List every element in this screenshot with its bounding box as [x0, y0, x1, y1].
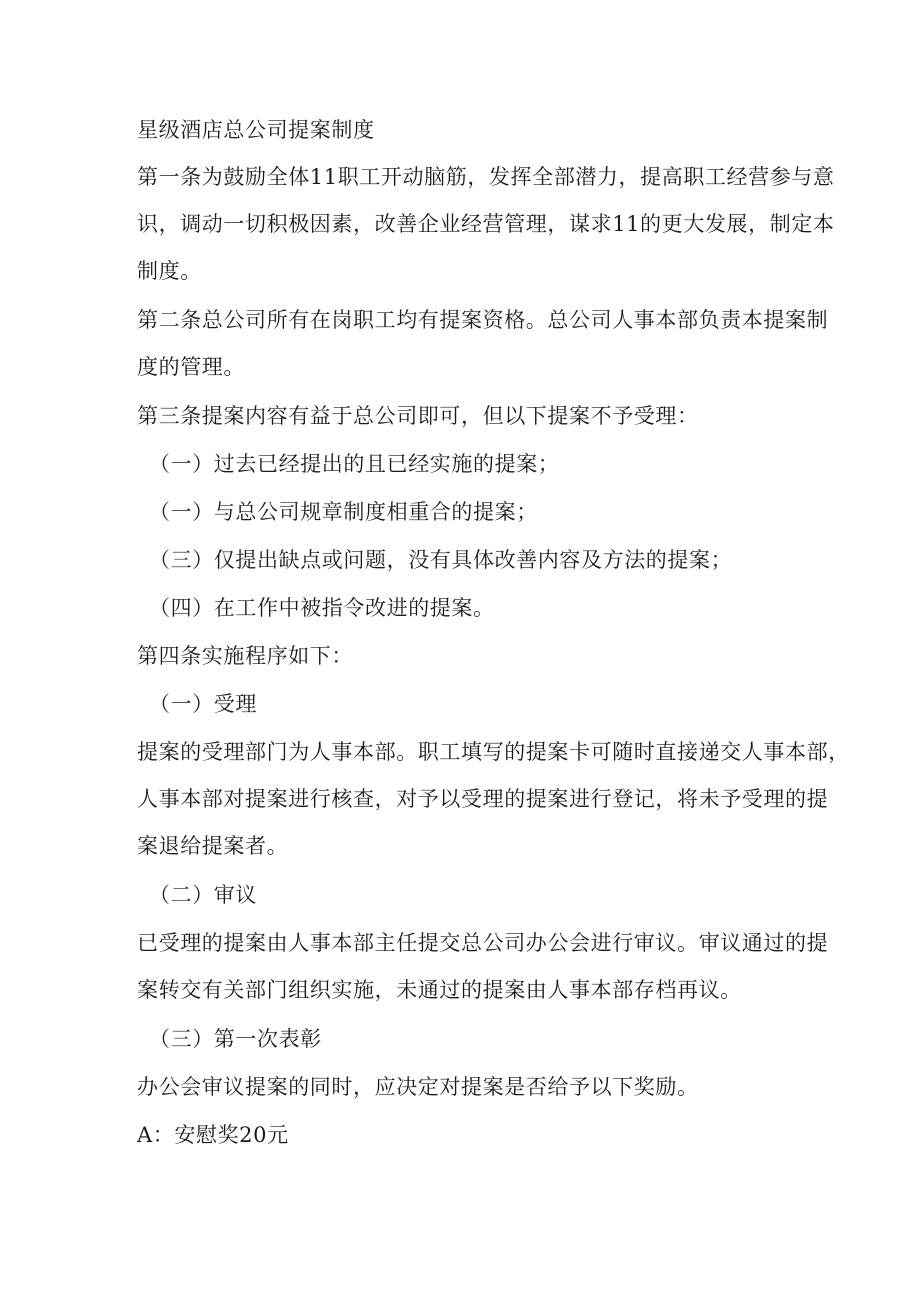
- step-1-text-line-2: 人事本部对提案进行核查，对予以受理的提案进行登记，将未予受理的提: [137, 787, 829, 811]
- article-1-line-3: 制度。: [137, 259, 202, 283]
- step-2-text-line-2: 案转交有关部门组织实施，未通过的提案由人事本部存档再议。: [137, 978, 742, 1002]
- step-2-text-line-1: 已受理的提案由人事本部主任提交总公司办公会进行审议。审议通过的提: [137, 931, 829, 955]
- article-3-item-1: （一）过去已经提出的且已经实施的提案；: [149, 452, 560, 476]
- step-1-text-line-1: 提案的受理部门为人事本部。职工填写的提案卡可随时直接递交人事本部，: [137, 740, 850, 764]
- article-4-heading: 第四条实施程序如下：: [137, 644, 353, 668]
- article-2-line-2: 度的管理。: [137, 355, 245, 379]
- step-2-heading: （二）审议: [149, 883, 257, 907]
- article-1-line-1: 第一条为鼓励全体11职工开动脑筋，发挥全部潜力，提高职工经营参与意: [137, 165, 835, 189]
- article-2-line-1: 第二条总公司所有在岗职工均有提案资格。总公司人事本部负责本提案制: [137, 308, 829, 332]
- article-3-item-2: （一）与总公司规章制度相重合的提案；: [149, 500, 538, 524]
- award-a-line: A：安慰奖20元: [137, 1123, 289, 1147]
- article-3-item-3: （三）仅提出缺点或问题，没有具体改善内容及方法的提案；: [149, 548, 733, 572]
- article-3-line-1: 第三条提案内容有益于总公司即可，但以下提案不予受理：: [137, 404, 699, 428]
- article-1-line-2: 识，调动一切积极因素，改善企业经营管理，谋求11的更大发展，制定本: [137, 212, 835, 236]
- article-3-item-4: （四）在工作中被指令改进的提案。: [149, 596, 495, 620]
- document-title: 星级酒店总公司提案制度: [137, 118, 375, 142]
- step-3-heading: （三）第一次表彰: [149, 1027, 322, 1051]
- step-3-text-line-1: 办公会审议提案的同时，应决定对提案是否给予以下奖励。: [137, 1075, 699, 1099]
- step-1-heading: （一）受理: [149, 692, 257, 716]
- step-1-text-line-3: 案退给提案者。: [137, 834, 289, 858]
